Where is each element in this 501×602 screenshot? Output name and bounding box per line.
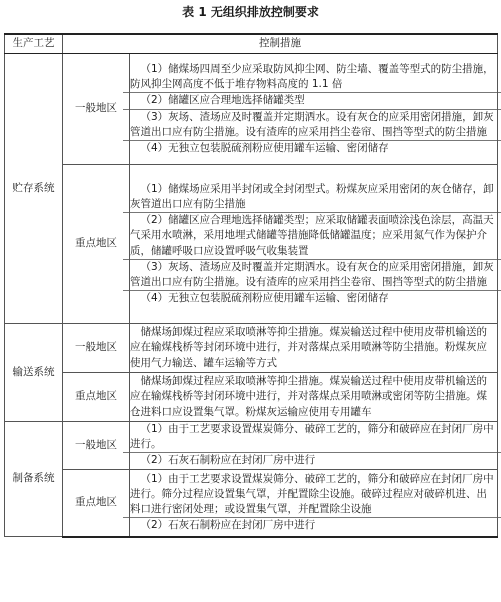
area-cell: 重点地区	[63, 373, 130, 422]
area-cell: 一般地区	[63, 54, 130, 165]
table-title: 表 1 无组织排放控制要求	[182, 5, 319, 19]
measure-item: 储煤场卸煤过程应采取喷淋等抑尘措施。煤炭输送过程中使用皮带机输送的应在输煤栈桥等封闭环境中进行，并对落煤点采用喷淋等防尘措施。粉煤灰应使用气力输送、罐车运输等方式	[130, 326, 487, 369]
table-row	[5, 373, 498, 422]
area-cell: 重点地区	[63, 165, 130, 324]
table-row	[5, 324, 498, 373]
emission-control-table	[4, 33, 498, 538]
measure-item: （2）石灰石制粉应在封闭厂房中进行	[140, 519, 316, 532]
measures-cell	[130, 54, 498, 165]
measures-cell	[130, 422, 498, 470]
measure-item: （2）石灰石制粉应在封闭厂房中进行	[140, 454, 316, 467]
area-cell: 一般地区	[63, 422, 130, 470]
header-process: 生产工艺	[5, 34, 63, 54]
measure-item: （4）无独立包装脱硫剂粉应使用罐车运输、密闭储存	[140, 141, 389, 154]
process-cell: 贮存系统	[5, 54, 63, 324]
table-row	[5, 469, 498, 537]
process-cell: 制备系统	[5, 422, 63, 537]
measure-item: （1）由于工艺要求设置煤炭筛分、破碎工艺的，筛分和破碎应在封闭厂房中进行。	[130, 423, 494, 451]
measures-cell	[130, 165, 498, 324]
measures-cell	[130, 373, 498, 422]
process-cell: 输送系统	[5, 324, 63, 422]
table-header-row	[5, 34, 498, 54]
measure-item: （1）储煤场应采用半封闭或全封闭型式。粉煤灰应采用密闭的灰仓储存，卸灰管道出口应有防尘措施	[130, 182, 494, 210]
measure-item: （3）灰场、渣场应及时覆盖并定期洒水。设有灰仓的应采用密闭措施，卸灰管道出口应有防尘措施。设有渣库的应采用挡尘卷帘、围挡等型式的防尘措施	[130, 260, 494, 288]
measure-item: （1）由于工艺要求设置煤炭筛分、破碎工艺的，筛分和破碎应在封闭厂房中进行。筛分过程应设置集气罩，并配置除尘设施。破碎过程应对破碎机进、出料口进行密闭处理；或设置集气罩，并配置除尘设施	[130, 472, 494, 516]
measures-cell	[130, 469, 498, 537]
measure-item: （2）储罐区应合理地选择储罐类型；应采取储罐表面喷涂浅色涂层，高温天气采用水喷淋，采用地埋式储罐等措施降低储罐温度；应采用氮气作为保护介质，储罐呼吸口应设置呼吸气收集装置	[130, 214, 494, 257]
table-row	[5, 165, 498, 324]
table-row	[5, 54, 498, 165]
area-cell: 一般地区	[63, 324, 130, 373]
measure-item: （1）储煤场四周至少应采取防风抑尘网、防尘墙、覆盖等型式的防尘措施，防风抑尘网高度不低于堆存物料高度的 1.1 倍	[130, 62, 494, 91]
area-cell: 重点地区	[63, 469, 130, 537]
measure-item: （2）储罐区应合理地选择储罐类型	[140, 94, 305, 107]
table-row	[5, 422, 498, 470]
measure-item: （4）无独立包装脱硫剂粉应使用罐车运输、密闭储存	[140, 292, 389, 305]
measure-item: 储煤场卸煤过程应采取喷淋等抑尘措施。煤炭输送过程中使用皮带机输送的应在输煤栈桥等封闭环境中进行，并对落煤点采用喷淋或密闭等防尘措施。煤仓进料口应设置集气罩。粉煤灰运输应使用专用罐车	[130, 375, 487, 418]
measures-cell	[130, 324, 498, 373]
measure-item: （3）灰场、渣场应及时覆盖并定期洒水。设有灰仓的应采用密闭措施，卸灰管道出口应有防尘措施。设有渣库的应采用挡尘卷帘、围挡等型式的防尘措施	[130, 110, 494, 138]
header-measures: 控制措施	[63, 34, 498, 54]
